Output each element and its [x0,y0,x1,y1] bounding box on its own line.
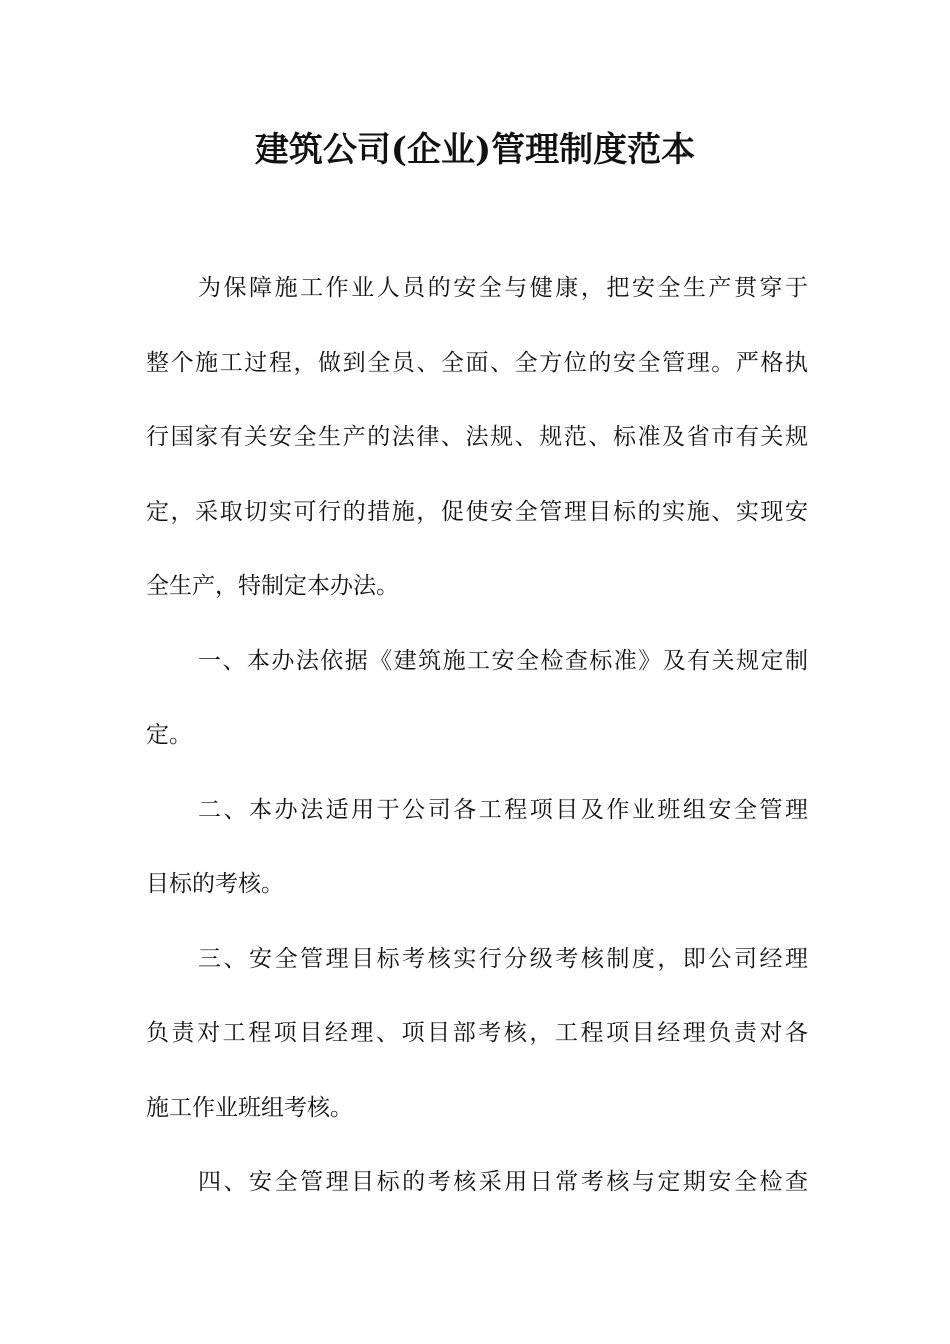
paragraph-line: 目标的考核。 [146,871,284,897]
paragraph-line: 全生产，特制定本办法。 [146,573,399,599]
paragraph-line: 定。 [146,722,192,748]
document-body [146,263,808,1232]
paragraph-line: 行国家有关安全生产的法律、法规、规范、标准及省市有关规 [146,424,808,450]
paragraph-line: 三、安全管理目标考核实行分级考核制度，即公司经理 [198,945,808,972]
paragraph-line: 定，采取切实可行的措施，促使安全管理目标的实施、实现安 [146,498,808,525]
paragraph-line: 整个施工过程，做到全员、全面、全方位的安全管理。严格执 [146,349,808,376]
paragraph-article-4 [146,1157,808,1207]
paragraph-line: 一、本办法依据《建筑施工安全检查标准》及有关规定制 [198,647,808,674]
paragraph-line: 二、本办法适用于公司各工程项目及作业班组安全管理 [198,796,808,823]
paragraph-intro [146,263,808,611]
paragraph-line: 为保障施工作业人员的安全与健康，把安全生产贯穿于 [198,275,808,301]
document-title: 建筑公司(企业)管理制度范本 [254,130,696,170]
paragraph-article-1 [146,636,808,761]
paragraph-line: 四、安全管理目标的考核采用日常考核与定期安全检查 [198,1169,808,1195]
paragraph-article-2 [146,785,808,910]
paragraph-line: 施工作业班组考核。 [146,1094,353,1121]
paragraph-line: 负责对工程项目经理、项目部考核，工程项目经理负责对各 [146,1020,808,1046]
paragraph-article-3 [146,934,808,1133]
